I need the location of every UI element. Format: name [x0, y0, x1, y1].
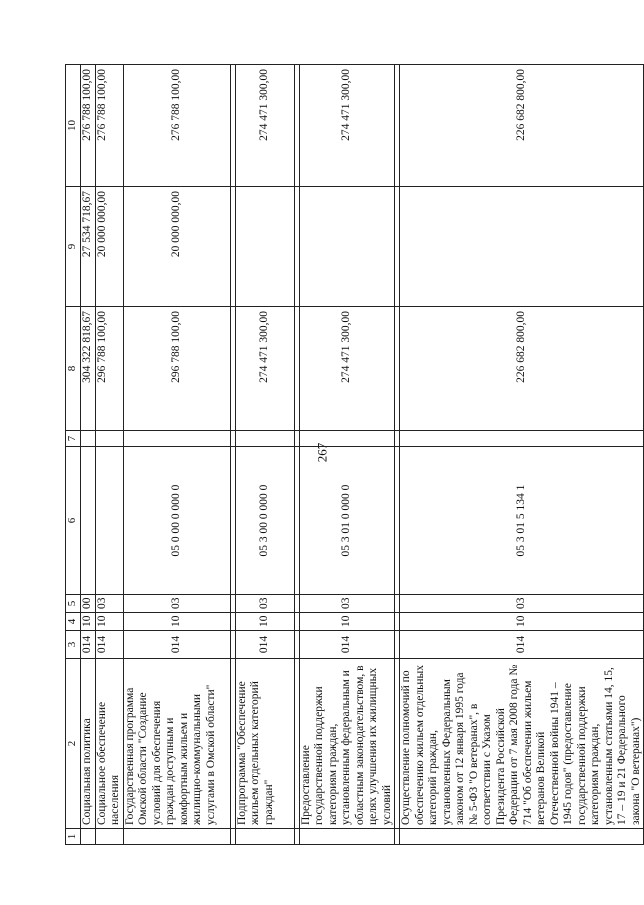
code-target: 05 0 00 0 000 0	[123, 447, 230, 595]
amount-col9: 20 000 000,00	[123, 187, 230, 307]
code-ministry: 014	[299, 631, 395, 659]
code-section: 10	[299, 613, 395, 631]
code-subsection: 03	[95, 595, 123, 613]
header-cell: 8	[66, 307, 81, 431]
code-expense-type	[400, 431, 644, 447]
table-row	[123, 65, 230, 845]
amount-col10: 226 682 800,00	[400, 65, 644, 187]
row-name: Государственная программа Омской области "Создание условий для обеспечения граждан доступным и комфортным жильем и жилищно-коммунальными услугами в Омской области"	[123, 659, 230, 829]
header-cell: 3	[66, 631, 81, 659]
amount-col8: 274 471 300,00	[235, 307, 294, 431]
row-name: Социальная политика	[81, 659, 96, 829]
code-section: 10	[235, 613, 294, 631]
amount-col10: 276 788 100,00	[81, 65, 96, 187]
code-section: 10	[81, 613, 96, 631]
code-target: 05 3 01 5 134 1	[400, 447, 644, 595]
budget-table	[65, 64, 644, 845]
amount-col9: 27 534 718,67	[81, 187, 96, 307]
table-header-row	[66, 65, 81, 845]
code-expense-type	[95, 431, 123, 447]
row-name: Осуществление полномочий по обеспечению жильем отдельных категорий граждан, установленных Федеральным законом от 12 января 1995 года № 5-ФЗ "О ветеранах", в соответствии с Указом Президента Российской Федерации от 7 мая 2008 года № 714 "Об обеспечении жильем ветеранов Великой Отечественной войны 1941 – 1945 годов" (предоставление государственной поддержки категориям граждан, установленным статьями 14, 15, 17 – 19 и 21 Федерального закона "О ветеранах")	[400, 659, 644, 829]
header-cell: 1	[66, 829, 81, 845]
code-target	[95, 447, 123, 595]
code-expense-type	[299, 431, 395, 447]
code-expense-type	[123, 431, 230, 447]
table-row	[235, 65, 294, 845]
code-subsection: 03	[400, 595, 644, 613]
code-subsection: 03	[235, 595, 294, 613]
header-cell: 4	[66, 613, 81, 631]
header-cell: 9	[66, 187, 81, 307]
amount-col8: 274 471 300,00	[299, 307, 395, 431]
code-section: 10	[123, 613, 230, 631]
amount-col9: 20 000 000,00	[95, 187, 123, 307]
amount-col10: 274 471 300,00	[299, 65, 395, 187]
code-target	[81, 447, 96, 595]
header-cell: 5	[66, 595, 81, 613]
header-cell: 2	[66, 659, 81, 829]
row-name: Социальное обеспечение населения	[95, 659, 123, 829]
amount-col10: 274 471 300,00	[235, 65, 294, 187]
code-subsection: 00	[81, 595, 96, 613]
table-row	[400, 65, 644, 845]
amount-col10: 276 788 100,00	[95, 65, 123, 187]
header-cell: 10	[66, 65, 81, 187]
row-name: Подпрограмма "Обеспечение жильем отдельных категорий граждан"	[235, 659, 294, 829]
header-cell: 7	[66, 431, 81, 447]
code-subsection: 03	[123, 595, 230, 613]
header-cell: 6	[66, 447, 81, 595]
amount-col8: 226 682 800,00	[400, 307, 644, 431]
code-ministry: 014	[123, 631, 230, 659]
amount-col8: 296 788 100,00	[123, 307, 230, 431]
row-name: Предоставление государственной поддержки категориям граждан, установленным федеральным и областным законодательством, в целях улучшения их жилищных условий	[299, 659, 395, 829]
table-row	[299, 65, 395, 845]
table-row	[95, 65, 123, 845]
code-subsection: 03	[299, 595, 395, 613]
code-target: 05 3 01 0 000 0	[299, 447, 395, 595]
code-expense-type	[235, 431, 294, 447]
code-section: 10	[95, 613, 123, 631]
code-ministry: 014	[400, 631, 644, 659]
amount-col8: 304 322 818,67	[81, 307, 96, 431]
code-section: 10	[400, 613, 644, 631]
budget-table-container	[65, 65, 642, 845]
table-row	[81, 65, 96, 845]
amount-col9	[400, 187, 644, 307]
amount-col8: 296 788 100,00	[95, 307, 123, 431]
code-target: 05 3 00 0 000 0	[235, 447, 294, 595]
code-expense-type	[81, 431, 96, 447]
amount-col9	[299, 187, 395, 307]
code-ministry: 014	[235, 631, 294, 659]
code-ministry: 014	[95, 631, 123, 659]
amount-col10: 276 788 100,00	[123, 65, 230, 187]
page-number: 267	[314, 442, 330, 463]
code-ministry: 014	[81, 631, 96, 659]
amount-col9	[235, 187, 294, 307]
